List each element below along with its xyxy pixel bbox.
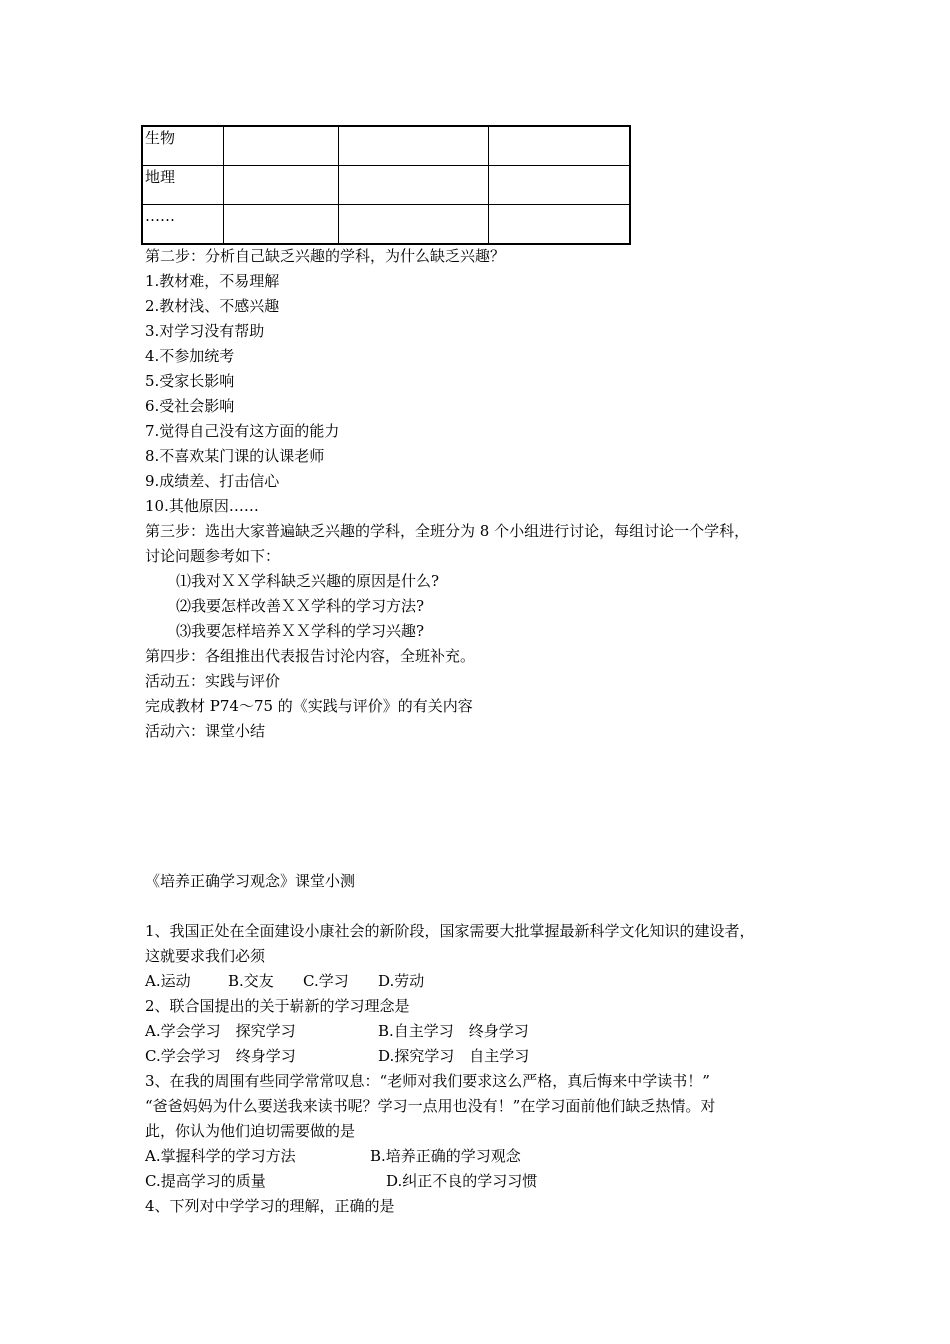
activity5-text: 完成教材 P74～75 的《实践与评价》的有关内容 — [145, 697, 473, 715]
question-3-line3: 此，你认为他们迫切需要做的是 — [145, 1122, 356, 1140]
step2-heading: 第二步：分析自己缺乏兴趣的学科，为什么缺乏兴趣？ — [145, 247, 506, 265]
question-1-line1: 1、我国正处在全面建设小康社会的新阶段，国家需要大批掌握最新科学文化知识的建设者， — [145, 922, 755, 940]
option-d: D.纠正不良的学习习惯 — [386, 1172, 538, 1190]
option-d: D.探究学习 自主学习 — [378, 1047, 530, 1065]
option-a: A.运动 — [145, 972, 191, 990]
step3-line1: 第三步：选出大家普遍缺乏兴趣的学科，全班分为 8 个小组进行讨论，每组讨论一个学科， — [145, 522, 750, 540]
question-3-line2: “爸爸妈妈为什么要送我来读书呢？学习一点用也没有！”在学习面前他们缺乏热情。对 — [145, 1097, 716, 1115]
option-a: A.学会学习 探究学习 — [145, 1022, 296, 1040]
table-cell — [339, 126, 489, 166]
table-cell — [339, 205, 489, 245]
list-item: ⑵我要怎样改善ＸＸ学科的学习方法? — [176, 597, 425, 615]
list-item: 2.教材浅、不感兴趣 — [145, 297, 280, 315]
list-item: 6.受社会影响 — [145, 397, 235, 415]
list-item: 9.成绩差、打击信心 — [145, 472, 280, 490]
option-a: A.掌握科学的学习方法 — [145, 1147, 296, 1165]
option-b: B.自主学习 终身学习 — [378, 1022, 529, 1040]
activity6-title: 活动六：课堂小结 — [145, 722, 266, 740]
question-3-line1: 3、在我的周围有些同学常常叹息：“老师对我们要求这么严格，真后悔来中学读书！” — [145, 1072, 710, 1090]
question-2-stem: 2、联合国提出的关于崭新的学习理念是 — [145, 997, 410, 1015]
list-item: 5.受家长影响 — [145, 372, 235, 390]
option-c: C.提高学习的质量 — [145, 1172, 266, 1190]
table-cell: 生物 — [142, 126, 224, 166]
table-cell — [224, 205, 339, 245]
question-1-line2: 这就要求我们必须 — [145, 947, 266, 965]
subject-table — [141, 125, 631, 245]
list-item: 4.不参加统考 — [145, 347, 235, 365]
table-cell — [339, 166, 489, 205]
list-item: 7.觉得自己没有这方面的能力 — [145, 422, 340, 440]
option-c: C.学习 — [303, 972, 349, 990]
step3-line2: 讨论问题参考如下： — [145, 547, 281, 565]
table-cell — [489, 126, 631, 166]
table-cell — [224, 166, 339, 205]
table-cell — [224, 126, 339, 166]
table-cell — [489, 205, 631, 245]
table-cell: …… — [142, 205, 224, 245]
table-row — [142, 205, 630, 245]
table-row — [142, 126, 630, 166]
quiz-title: 《培养正确学习观念》课堂小测 — [145, 872, 356, 890]
list-item: ⑶我要怎样培养ＸＸ学科的学习兴趣? — [176, 622, 425, 640]
question-4-stem: 4、下列对中学学习的理解，正确的是 — [145, 1197, 395, 1215]
table-cell: 地理 — [142, 166, 224, 205]
table-row — [142, 166, 630, 205]
option-d: D.劳动 — [378, 972, 425, 990]
list-item: 8.不喜欢某门课的认课老师 — [145, 447, 325, 465]
option-b: B.交友 — [228, 972, 274, 990]
list-item: 10.其他原因…… — [145, 497, 259, 515]
option-c: C.学会学习 终身学习 — [145, 1047, 296, 1065]
option-b: B.培养正确的学习观念 — [370, 1147, 521, 1165]
table-cell — [489, 166, 631, 205]
step4: 第四步：各组推出代表报告讨沦内容，全班补充。 — [145, 647, 476, 665]
activity5-title: 活动五：实践与评价 — [145, 672, 281, 690]
list-item: 1.教材难，不易理解 — [145, 272, 280, 290]
list-item: ⑴我对ＸＸ学科缺乏兴趣的原因是什么? — [176, 572, 440, 590]
list-item: 3.对学习没有帮助 — [145, 322, 265, 340]
